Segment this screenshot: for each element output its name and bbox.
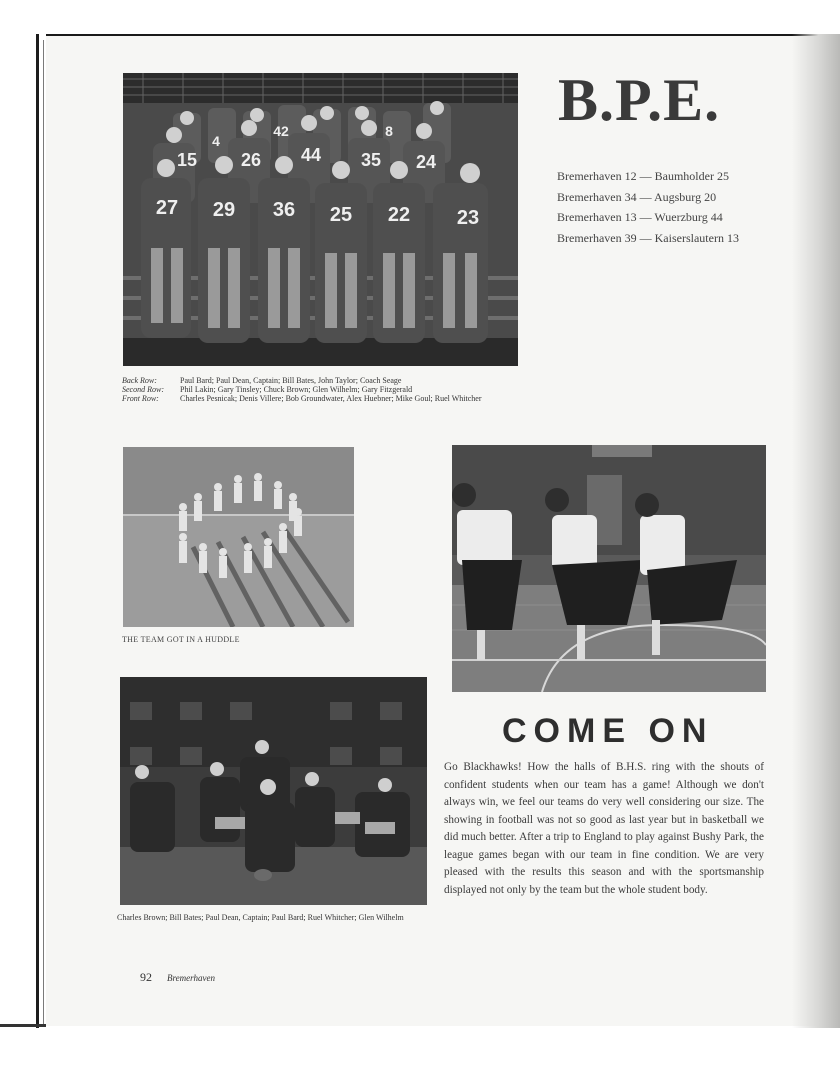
caption-row-front <box>122 394 522 403</box>
page-curl-shadow <box>792 34 840 1028</box>
jersey-number-25: 25 <box>329 204 353 226</box>
jersey-number-24: 24 <box>415 152 437 172</box>
caption-names: Paul Bard; Paul Dean, Captain; Bill Bates, John Taylor; Coach Seage <box>180 376 402 385</box>
jersey-number-27: 27 <box>155 197 179 219</box>
team-photo-caption <box>122 376 522 403</box>
section-body: Go Blackhawks! How the halls of B.H.S. ring with the shouts of confident students when our team has a game! Although we don't always win, we feel our teams do very well considering our size. The showing in football was not so good as last year but in basketball we did much better. After a trip to England to play against Bushy Park, the league games began with our team in fine condition. We are very pleased with the results this season and with the sportsmanship displayed not only by the team but the whole student body. <box>444 761 764 896</box>
huddle-caption: THE TEAM GOT IN A HUDDLE <box>122 635 240 644</box>
jersey-number-22: 22 <box>387 204 411 226</box>
jersey-number-15: 15 <box>176 150 198 170</box>
jersey-number-44: 44 <box>300 145 322 165</box>
team-photo <box>123 73 518 366</box>
jersey-number-4: 4 <box>212 133 220 149</box>
jersey-number-36: 36 <box>272 199 296 221</box>
page-number: 92 <box>140 970 152 984</box>
jersey-number-26: 26 <box>240 150 262 170</box>
score-line: Bremerhaven 34 — Augsburg 20 <box>557 189 717 204</box>
score-line: Bremerhaven 39 — Kaiserslautern 13 <box>557 230 739 245</box>
jersey-number-35: 35 <box>360 150 382 170</box>
caption-label: Front Row: <box>122 394 159 403</box>
jersey-number-8: 8 <box>385 123 393 139</box>
jersey-number-29: 29 <box>212 199 236 221</box>
caption-label: Back Row: <box>122 376 157 385</box>
huddle-photo <box>123 447 354 627</box>
jersey-number-23: 23 <box>456 207 480 229</box>
score-line: Bremerhaven 12 — Baumholder 25 <box>557 169 729 183</box>
captains-photo <box>120 677 427 905</box>
publication-name: Bremerhaven <box>167 973 215 983</box>
binding-edge-inner <box>43 40 44 1025</box>
page-title: B.P.E. <box>558 67 721 133</box>
caption-names: Phil Lakin; Gary Tinsley; Chuck Brown; Glen Wilhelm; Gary Fitzgerald <box>180 385 413 394</box>
captains-caption: Charles Brown; Bill Bates; Paul Dean, Captain; Paul Bard; Ruel Whitcher; Glen Wilhelm <box>117 913 404 922</box>
score-list <box>557 166 739 248</box>
section-heading: COME ON <box>502 712 714 750</box>
binding-edge <box>36 34 39 1028</box>
caption-label: Second Row: <box>122 385 164 394</box>
cheerleaders-photo <box>452 445 766 692</box>
jersey-number-42: 42 <box>273 123 289 139</box>
page-bottom-edge <box>0 1024 46 1027</box>
caption-row-second <box>122 385 522 394</box>
page-footer <box>140 970 215 985</box>
score-line: Bremerhaven 13 — Wuerzburg 44 <box>557 210 723 224</box>
caption-names: Charles Pesnicak; Denis Villere; Bob Groundwater, Alex Huebner; Mike Goul; Ruel Whitcher <box>180 394 482 403</box>
caption-row-back <box>122 376 522 385</box>
